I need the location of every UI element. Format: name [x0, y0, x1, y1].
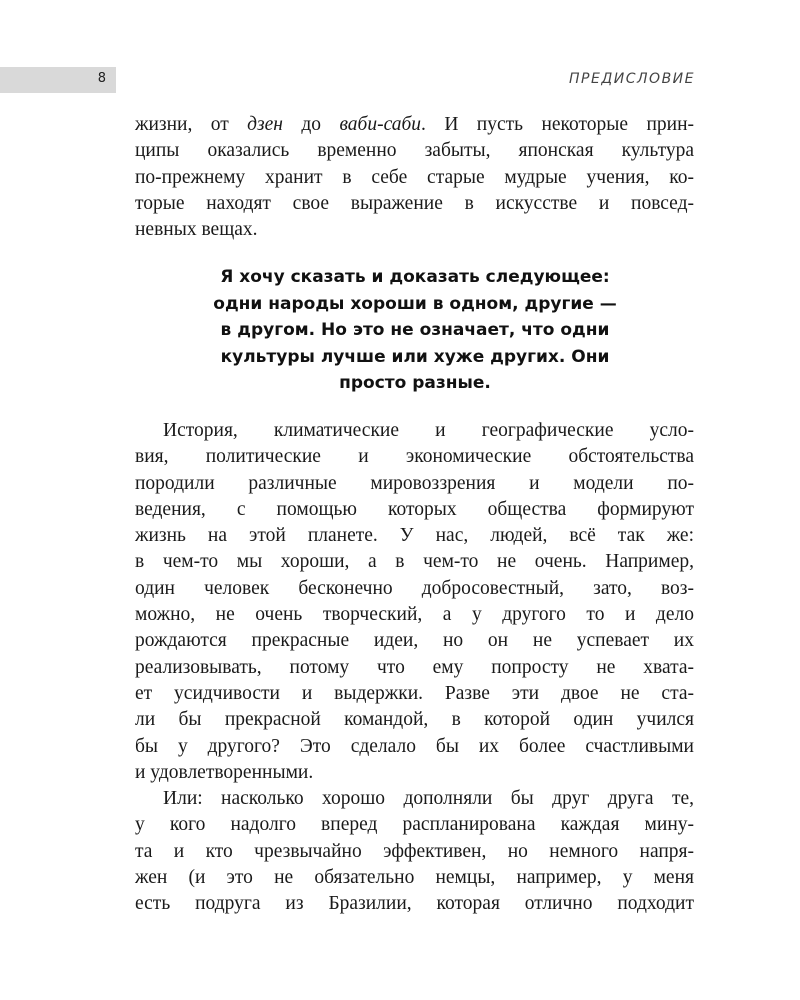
page-number-tab	[0, 67, 116, 93]
text-line: реализовывать, потому что ему попросту не хвата-	[135, 656, 694, 678]
running-header: ПРЕДИСЛОВИЕ	[569, 71, 695, 87]
quote-line: культуры лучше или хуже других. Они	[220, 346, 610, 367]
paragraph-history	[135, 418, 694, 786]
text-line: ведения, с помощью которых общества формируют	[135, 498, 694, 520]
text-line: и удовлетворенными.	[135, 761, 314, 783]
body-text	[135, 418, 694, 918]
text-line: можно, не очень творческий, а у другого то и дело	[135, 604, 694, 626]
term-zen: дзен	[247, 114, 283, 135]
text-line: породили различные мировоззрения и модели по-	[135, 472, 694, 494]
text-line: есть подруга из Бразилии, которая отлично подходит	[135, 893, 694, 915]
text-line: ет усидчивости и выдержки. Разве эти двое не ста-	[135, 682, 694, 704]
text-line: по-прежнему хранит в себе старые мудрые учения, ко-	[135, 166, 694, 188]
text-line: ли бы прекрасной командой, в которой один учился	[135, 709, 694, 731]
text-line: вия, политические и экономические обстоятельства	[135, 446, 694, 468]
text-line: жизнь на этой планете. У нас, людей, всё так же:	[135, 525, 694, 547]
quote-line: одни народы хороши в одном, другие —	[213, 293, 617, 314]
text-line: жен (и это не обязательно немцы, например, у меня	[135, 867, 694, 889]
quote-line: просто разные.	[339, 373, 491, 393]
text-line: невных вещах.	[135, 219, 258, 241]
text-line: та и кто чрезвычайно эффективен, но немного напря-	[135, 840, 694, 862]
quote-line: Я хочу сказать и доказать следующее:	[220, 267, 610, 287]
term-wabi-sabi: ваби-саби	[339, 114, 422, 135]
text-line: бы у другого? Это сделало бы их более счастливыми	[135, 735, 694, 757]
text-line: жизни, от дзен до ваби-саби. И пусть некоторые прин-	[135, 114, 694, 135]
paragraph-complement	[135, 786, 694, 917]
text-line: История, климатические и географические усло-	[163, 420, 694, 441]
quote-line: в другом. Но это не означает, что одни	[220, 320, 610, 340]
text-line: рождаются прекрасные идеи, но он не успевает их	[135, 630, 694, 652]
text-line: у кого надолго вперед распланирована каждая мину-	[135, 814, 694, 836]
intro-paragraph	[135, 112, 694, 243]
pull-quote	[150, 264, 680, 397]
text-line: в чем-то мы хороши, а в чем-то не очень. Например,	[135, 551, 694, 573]
text-line: торые находят свое выражение в искусстве и повсед-	[135, 192, 694, 214]
text-line: Или: насколько хорошо дополняли бы друг друга те,	[163, 788, 694, 810]
text-line: ципы оказались временно забыты, японская культура	[135, 140, 694, 162]
page-number: 8	[97, 71, 106, 86]
text-line: один человек бесконечно добросовестный, зато, воз-	[135, 577, 694, 599]
